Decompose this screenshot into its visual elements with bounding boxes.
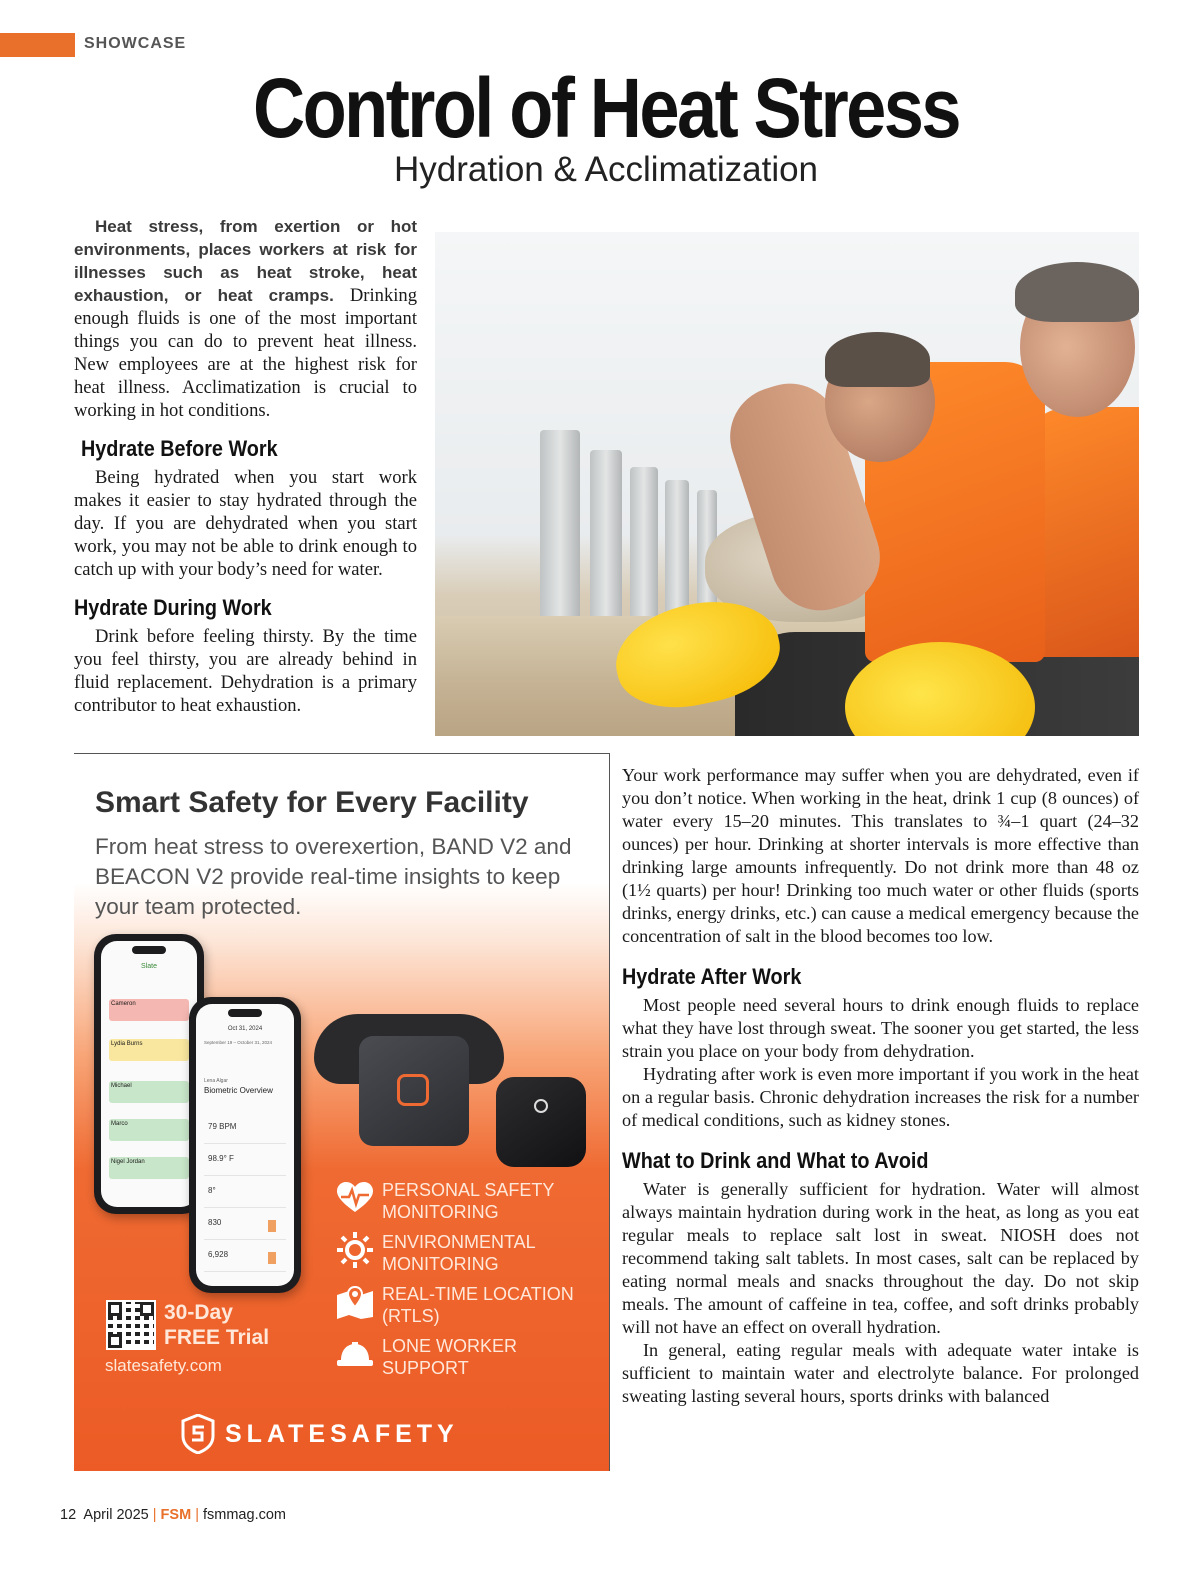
worker-row: Lydia Burns bbox=[109, 1039, 189, 1061]
phone-screen bbox=[101, 941, 197, 1207]
stat-heart-rate: 79 BPM bbox=[204, 1116, 286, 1144]
qr-corner bbox=[140, 1302, 154, 1316]
workers-photo bbox=[435, 232, 1139, 736]
app-title: Slate bbox=[141, 963, 157, 970]
intro-rest: Drinking enough fluids is one of the most important things you can do to prevent heat illness. New employees are at the highest risk for heat illness. Acclimatization is crucial to working in hot conditions. bbox=[74, 285, 417, 421]
feature-label: PERSONAL SAFETY MONITORING bbox=[382, 1180, 555, 1222]
app-section-title: Biometric Overview bbox=[204, 1086, 273, 1095]
free-trial-label: 30-Day FREE Trial bbox=[164, 1301, 270, 1349]
magazine-website[interactable]: fsmmag.com bbox=[203, 1507, 286, 1523]
during-work-paragraph: Drink before feeling thirsty. By the time you feel thirsty, you are already behind in fluid replacement. Dehydration is a primary contributor to heat exhaustion. bbox=[74, 626, 417, 716]
worker-hair bbox=[825, 332, 930, 387]
phone-back bbox=[94, 934, 204, 1214]
article-left-column bbox=[74, 215, 417, 717]
stat-bar bbox=[268, 1252, 276, 1264]
phone-screen bbox=[196, 1004, 294, 1286]
ad-title: Smart Safety for Every Facility bbox=[95, 786, 529, 819]
phone-front bbox=[189, 997, 301, 1293]
intro-paragraph bbox=[74, 215, 417, 422]
brand-name: SLATESAFETY bbox=[225, 1419, 459, 1448]
issue-date: April 2025 bbox=[83, 1507, 149, 1523]
stat-exertion: 8° bbox=[204, 1180, 286, 1208]
beacon-v2-device bbox=[496, 1077, 586, 1167]
sun-icon bbox=[336, 1231, 374, 1269]
power-ring-icon bbox=[534, 1099, 548, 1113]
drink-paragraph-1: Water is generally sufficient for hydration. Water will almost always maintain hydration during work in the heat, as long as you eat regular meals to replace salt lost in sweat. NIOSH does not recommend taking salt tablets. In most cases, salt can be replaced by eating normal meals and snacks throughout the day. Do not skip meals. The amount of caffeine in tea, coffee, and soft drinks probably will not have an effect on overall hydration. bbox=[622, 1179, 1139, 1337]
ad-subtitle: From heat stress to overexertion, BAND V2 and BEACON V2 provide real-time insights to keep your team protected. bbox=[95, 834, 572, 919]
page-subtitle: Hydration & Acclimatization bbox=[393, 150, 819, 189]
wearable-device bbox=[359, 1036, 469, 1146]
stat-calories: 830 bbox=[204, 1212, 286, 1240]
slatesafety-advertisement[interactable] bbox=[74, 753, 610, 1471]
feature-rtls bbox=[336, 1283, 582, 1327]
stat-bar bbox=[268, 1220, 276, 1232]
section-color-bar bbox=[0, 33, 75, 57]
feature-label: LONE WORKER SUPPORT bbox=[382, 1336, 518, 1378]
heart-pulse-icon bbox=[336, 1179, 374, 1217]
heading-what-to-drink: What to Drink and What to Avoid bbox=[622, 1148, 929, 1173]
worker-row: Marco bbox=[109, 1119, 189, 1141]
after-work-paragraph-2: Hydrating after work is even more important if you work in the heat on a regular basis. Chronic dehydration increases the risk for a number of medical conditions, such as kidney stones. bbox=[622, 1064, 1139, 1130]
intro-lead: Heat stress, from exertion or hot environments, places workers at risk for illnesses such as heat stroke, heat exhaustion, or heat cramps. bbox=[74, 217, 417, 305]
band-v2-wearable bbox=[314, 994, 504, 1134]
feature-label: REAL-TIME LOCATION (RTLS) bbox=[382, 1284, 574, 1326]
phone-notch bbox=[228, 1009, 262, 1017]
page-footer: 12 April 2025 | FSM | fsmmag.com bbox=[60, 1507, 286, 1523]
qr-code[interactable] bbox=[106, 1300, 156, 1350]
stat-steps: 6,928 bbox=[204, 1244, 286, 1272]
page-title: Control of Heat Stress bbox=[253, 61, 959, 155]
before-work-paragraph: Being hydrated when you start work makes it easier to stay hydrated through the day. If you are dehydrated when you start work, you may not be able to drink enough to catch up with your body’s need for water. bbox=[74, 467, 417, 580]
qr-corner bbox=[108, 1302, 122, 1316]
app-user-name: Lena Algar bbox=[204, 1078, 228, 1084]
drink-paragraph-2: In general, eating regular meals with adequate water intake is sufficient to maintain water and electrolyte balance. For prolonged sweating lasting several hours, sports drinks with balanced bbox=[622, 1340, 1139, 1406]
app-date: Oct 31, 2024 bbox=[227, 1026, 263, 1032]
map-pin-icon bbox=[336, 1283, 374, 1321]
worker-hair bbox=[1015, 262, 1139, 322]
magazine-name: FSM bbox=[160, 1507, 192, 1523]
slatesafety-shield-icon bbox=[181, 1414, 215, 1454]
ad-website-link[interactable]: slatesafety.com bbox=[105, 1356, 222, 1375]
hard-hat-icon bbox=[336, 1335, 374, 1373]
page-number: 12 bbox=[60, 1507, 77, 1523]
worker-row: Cameron bbox=[109, 999, 189, 1021]
phone-notch bbox=[132, 946, 166, 954]
worker-row: Nigel Jordan bbox=[109, 1157, 189, 1179]
app-date-range: September 19 – October 31, 2024 bbox=[204, 1040, 273, 1045]
feature-lone-worker bbox=[336, 1335, 582, 1379]
slatesafety-logo-icon bbox=[397, 1074, 429, 1106]
stat-temperature: 98.9° F bbox=[204, 1148, 286, 1176]
heading-after-work: Hydrate After Work bbox=[622, 964, 802, 989]
feature-personal-safety bbox=[336, 1179, 582, 1223]
heading-during-work: Hydrate During Work bbox=[74, 595, 272, 620]
after-work-paragraph-1: Most people need several hours to drink enough fluids to replace what they have lost through sweat. The sooner you get started, the less strain you place on your body from dehydration. bbox=[622, 995, 1139, 1061]
feature-label: ENVIRONMENTAL MONITORING bbox=[382, 1232, 536, 1274]
qr-corner bbox=[108, 1334, 122, 1348]
worker-row: Michael bbox=[109, 1081, 189, 1103]
feature-environmental bbox=[336, 1231, 582, 1275]
section-label: SHOWCASE bbox=[84, 35, 187, 52]
slatesafety-brand bbox=[181, 1414, 459, 1454]
during-work-continued: Your work performance may suffer when you are dehydrated, even if you don’t notice. When working in the heat, drink 1 cup (8 ounces) of water every 15–20 minutes. This translates to ¾–1 quart (24–32 ounces) per hour. Drinking at shorter intervals is more effective than drinking large amounts infrequently. Do not drink more than 48 oz (1½ quarts) per hour! Drinking too much water or other fluids (sports drinks, energy drinks, etc.) can cause a medical emergency because the concentration of salt in the blood becomes too low. bbox=[622, 765, 1139, 946]
article-right-column bbox=[622, 764, 1139, 1408]
heading-before-work: Hydrate Before Work bbox=[81, 436, 278, 461]
